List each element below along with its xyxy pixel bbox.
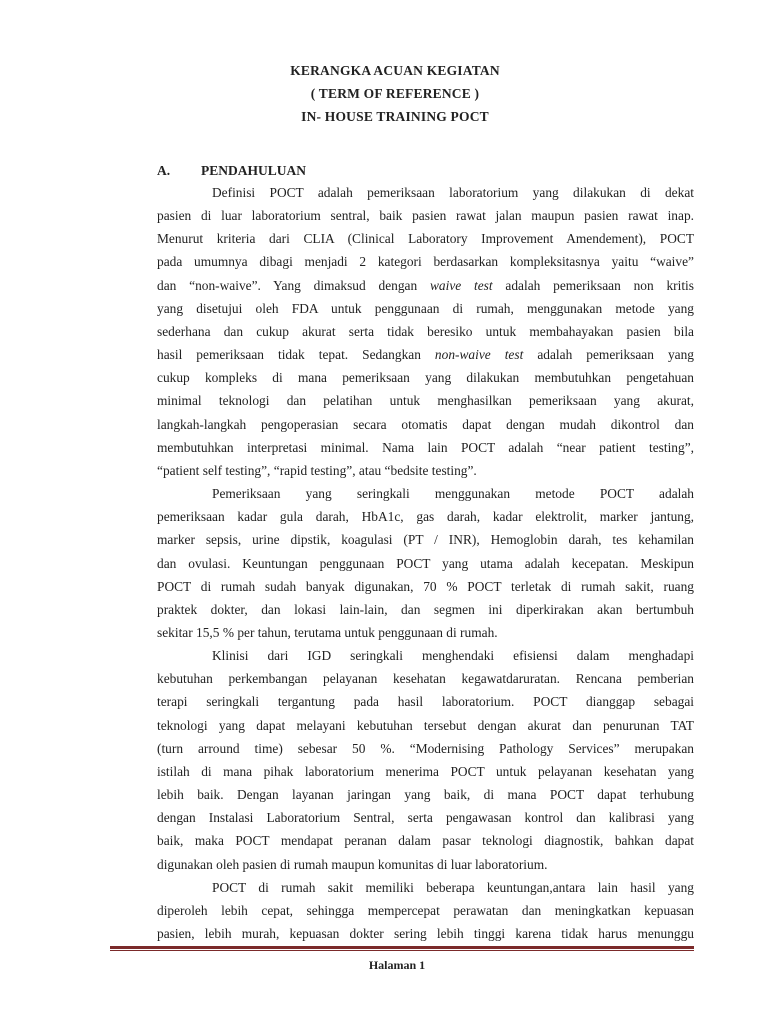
paragraph (157, 181, 694, 482)
paragraph-line: Klinisi dari IGD seringkali menghendaki efisiensi dalam menghadapi (212, 648, 694, 664)
paragraph-line: pasien, lebih murah, kepuasan dokter sering lebih tinggi karena tidak harus menunggu (157, 926, 694, 941)
paragraph-line: pasien di luar laboratorium sentral, baik pasien rawat jalan maupun pasien rawat inap. (157, 208, 694, 224)
paragraph-line: teknologi yang dapat melayani kebutuhan tersebut dengan akurat dan penurunan TAT (157, 717, 694, 733)
paragraph-line: (turn arround time) sebesar 50 %. “Modernising Pathology Services” merupakan (157, 740, 694, 756)
paragraph-line: membutuhkan interpretasi minimal. Nama lain POCT adalah “near patient testing”, (157, 439, 694, 455)
body-text (157, 181, 694, 945)
paragraph-line: hasil pemeriksaan tidak tepat. Sedangkan non-waive test adalah pemeriksaan yang (157, 347, 694, 363)
footer-rule-thick (110, 946, 694, 949)
section-number: A. (157, 163, 171, 178)
footer-rule-thin (110, 950, 694, 951)
paragraph-line: pemeriksaan kadar gula darah, HbA1c, gas darah, kadar elektrolit, marker jantung, (157, 509, 694, 525)
paragraph (157, 644, 694, 876)
paragraph-line: POCT di rumah sakit memiliki beberapa keuntungan,antara lain hasil yang (212, 879, 694, 895)
paragraph-line: terapi seringkali tergantung pada hasil laboratorium. POCT dianggap sebagai (157, 694, 694, 710)
paragraph-line: baik, maka POCT mendapat peranan dalam pasar teknologi diagnostik, bahkan dapat (157, 833, 694, 849)
paragraph-line: sederhana dan cukup akurat serta tidak beresiko untuk membahayakan pasien bila (157, 323, 694, 339)
paragraph-line: dan ovulasi. Keuntungan penggunaan POCT yang utama adalah kecepatan. Meskipun (157, 555, 694, 571)
paragraph-line: istilah di mana pihak laboratorium menerima POCT untuk pelayanan kesehatan yang (157, 763, 694, 779)
paragraph-line: dengan Instalasi Laboratorium Sentral, serta pengawasan kontrol dan kalibrasi yang (157, 810, 694, 826)
paragraph-line: dan “non-waive”. Yang dimaksud dengan waive test adalah pemeriksaan non kritis (157, 277, 694, 293)
paragraph-line: sekitar 15,5 % per tahun, terutama untuk penggunaan di rumah. (157, 624, 498, 640)
paragraph-line: Pemeriksaan yang seringkali menggunakan metode POCT adalah (212, 486, 694, 502)
paragraph-line: yang disetujui oleh FDA untuk penggunaan di rumah, menggunakan metode yang (157, 300, 694, 316)
footer-rule (110, 946, 694, 952)
paragraph-line: cukup kompleks di mana pemeriksaan yang dilakukan membutuhkan pengetahuan (157, 370, 694, 386)
paragraph-line: minimal teknologi dan pelatihan untuk menghasilkan pemeriksaan yang akurat, (157, 393, 694, 409)
paragraph-line: “patient self testing”, “rapid testing”, atau “bedsite testing”. (157, 462, 477, 478)
paragraph-line: marker sepsis, urine dipstik, koagulasi (PT / INR), Hemoglobin darah, tes kehamilan (157, 532, 694, 548)
document-title (0, 59, 768, 128)
paragraph-line: Menurut kriteria dari CLIA (Clinical Laboratory Improvement Amendement), POCT (157, 231, 694, 247)
paragraph-line: lebih baik. Dengan layanan jaringan yang baik, di mana POCT dapat terhubung (157, 787, 694, 803)
section-title: PENDAHULUAN (201, 163, 307, 178)
paragraph-line: kebutuhan perkembangan pelayanan kesehatan kegawatdaruratan. Rencana pemberian (157, 671, 694, 687)
section-heading (157, 160, 306, 182)
paragraph (157, 876, 694, 945)
title-line-2: ( TERM OF REFERENCE ) (310, 86, 480, 101)
title-line-1: KERANGKA ACUAN KEGIATAN (290, 63, 500, 78)
paragraph-line: praktek dokter, dan lokasi lain-lain, dan segmen ini diperkirakan akan bertumbuh (157, 601, 694, 617)
title-line-3: IN- HOUSE TRAINING POCT (301, 109, 489, 124)
paragraph-line: diperoleh lebih cepat, sehingga mempercepat perawatan dan meningkatkan kepuasan (157, 902, 694, 918)
paragraph-line: digunakan oleh pasien di rumah maupun komunitas di luar laboratorium. (157, 856, 548, 872)
paragraph-line: POCT di rumah sudah banyak digunakan, 70 % POCT terletak di rumah sakit, ruang (157, 578, 694, 594)
paragraph-line: langkah-langkah pengoperasian secara otomatis dapat dengan mudah dikontrol dan (157, 416, 694, 432)
paragraph (157, 482, 694, 644)
paragraph-line: Definisi POCT adalah pemeriksaan laboratorium yang dilakukan di dekat (212, 185, 694, 200)
paragraph-line: pada umumnya dibagi menjadi 2 kategori berdasarkan kompleksitasnya yaitu “waive” (157, 254, 694, 270)
page-number-footer: Halaman 1 (368, 958, 426, 972)
